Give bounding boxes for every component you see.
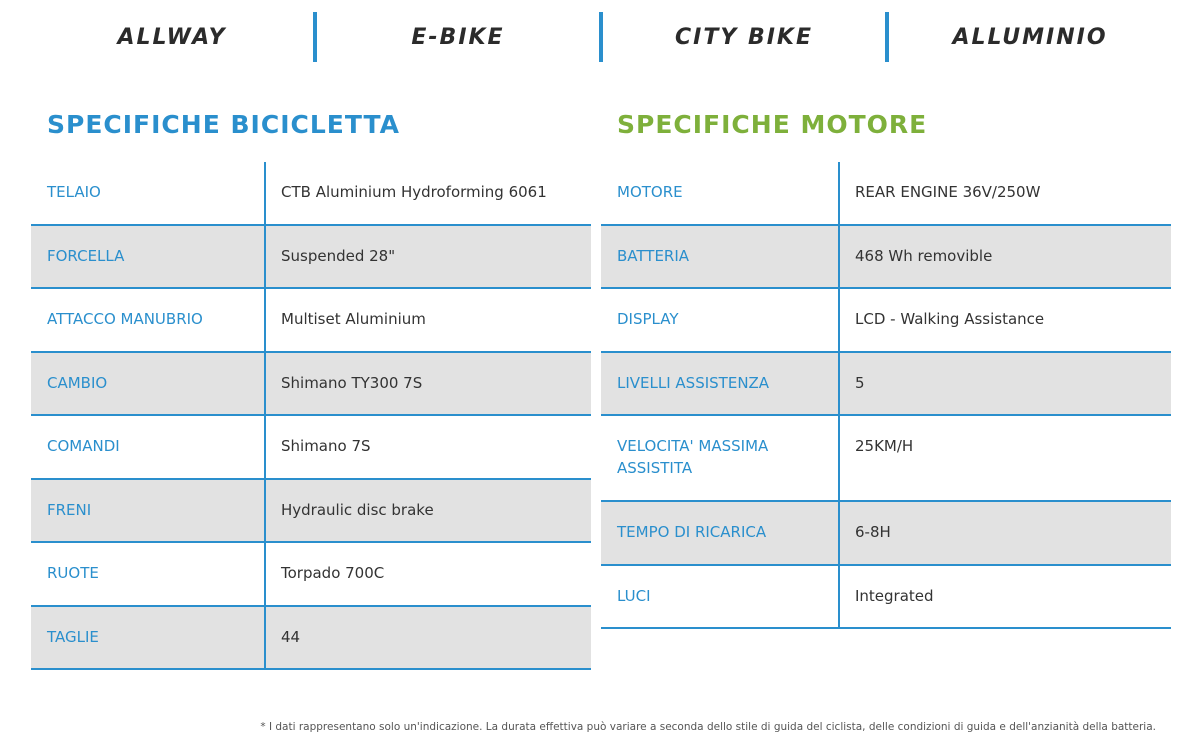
category-tags: [31, 12, 1171, 62]
spec-value: Hydraulic disc brake: [281, 500, 434, 519]
spec-value: Multiset Aluminium: [281, 310, 426, 328]
table-row: [31, 289, 591, 353]
spec-value: 25KM/H: [855, 437, 914, 455]
spec-value: Torpado 700C: [281, 564, 385, 582]
spec-label: RUOTE: [31, 543, 266, 605]
table-row: [601, 289, 1171, 353]
spec-value: 6-8H: [855, 523, 891, 541]
table-row: [601, 226, 1171, 290]
tag-city-bike: CITY BIKE: [599, 12, 885, 62]
spec-label: DISPLAY: [601, 289, 840, 351]
spec-value: 468 Wh removible: [855, 246, 993, 265]
spec-label: LIVELLI ASSISTENZA: [601, 353, 840, 415]
table-row: [601, 353, 1171, 417]
spec-label: LUCI: [601, 566, 840, 628]
spec-label: TEMPO DI RICARICA: [601, 502, 840, 564]
motor-specs-section: [601, 105, 1171, 629]
table-row: [31, 480, 591, 544]
spec-label: BATTERIA: [601, 226, 840, 288]
table-row: [601, 566, 1171, 630]
spec-label: FORCELLA: [31, 226, 266, 288]
spec-value: Integrated: [855, 586, 934, 605]
table-row: [601, 162, 1171, 226]
spec-label: CAMBIO: [31, 353, 266, 415]
tag-alluminio: ALLUMINIO: [885, 12, 1171, 62]
tag-allway: ALLWAY: [117, 24, 227, 50]
spec-value: 5: [855, 373, 865, 392]
spec-value: CTB Aluminium Hydroforming 6061: [281, 183, 547, 201]
motor-specs-title: SPECIFICHE MOTORE: [617, 110, 928, 139]
bike-specs-section: [31, 105, 591, 670]
bike-specs-title: SPECIFICHE BICICLETTA: [47, 110, 400, 139]
spec-value: REAR ENGINE 36V/250W: [855, 183, 1041, 201]
battery-disclaimer: * I dati rappresentano solo un'indicazione. La durata effettiva può variare a seconda dello stile di guida del ciclista, delle condizioni di guida e dell'anzianità della batteria.: [260, 721, 1156, 733]
spec-value: Shimano TY300 7S: [281, 373, 423, 392]
motor-specs-table: [601, 162, 1171, 629]
spec-label: FRENI: [31, 480, 266, 542]
spec-label: MOTORE: [601, 162, 840, 224]
tag-e-bike: E-BIKE: [313, 12, 599, 62]
table-row: [601, 502, 1171, 566]
table-row: [31, 543, 591, 607]
spec-value: LCD - Walking Assistance: [855, 310, 1045, 328]
table-row: [31, 607, 591, 671]
spec-label: COMANDI: [31, 416, 266, 478]
table-row: [601, 416, 1171, 502]
spec-label: ATTACCO MANUBRIO: [31, 289, 266, 351]
table-row: [31, 353, 591, 417]
spec-value: Shimano 7S: [281, 437, 371, 455]
table-row: [31, 416, 591, 480]
spec-value: Suspended 28": [281, 246, 396, 265]
table-row: [31, 162, 591, 226]
spec-label: VELOCITA' MASSIMA ASSISTITA: [601, 416, 840, 500]
spec-label: TAGLIE: [31, 607, 266, 669]
spec-value: 44: [281, 627, 301, 646]
table-row: [31, 226, 591, 290]
bike-specs-table: [31, 162, 591, 670]
spec-label: TELAIO: [31, 162, 266, 224]
